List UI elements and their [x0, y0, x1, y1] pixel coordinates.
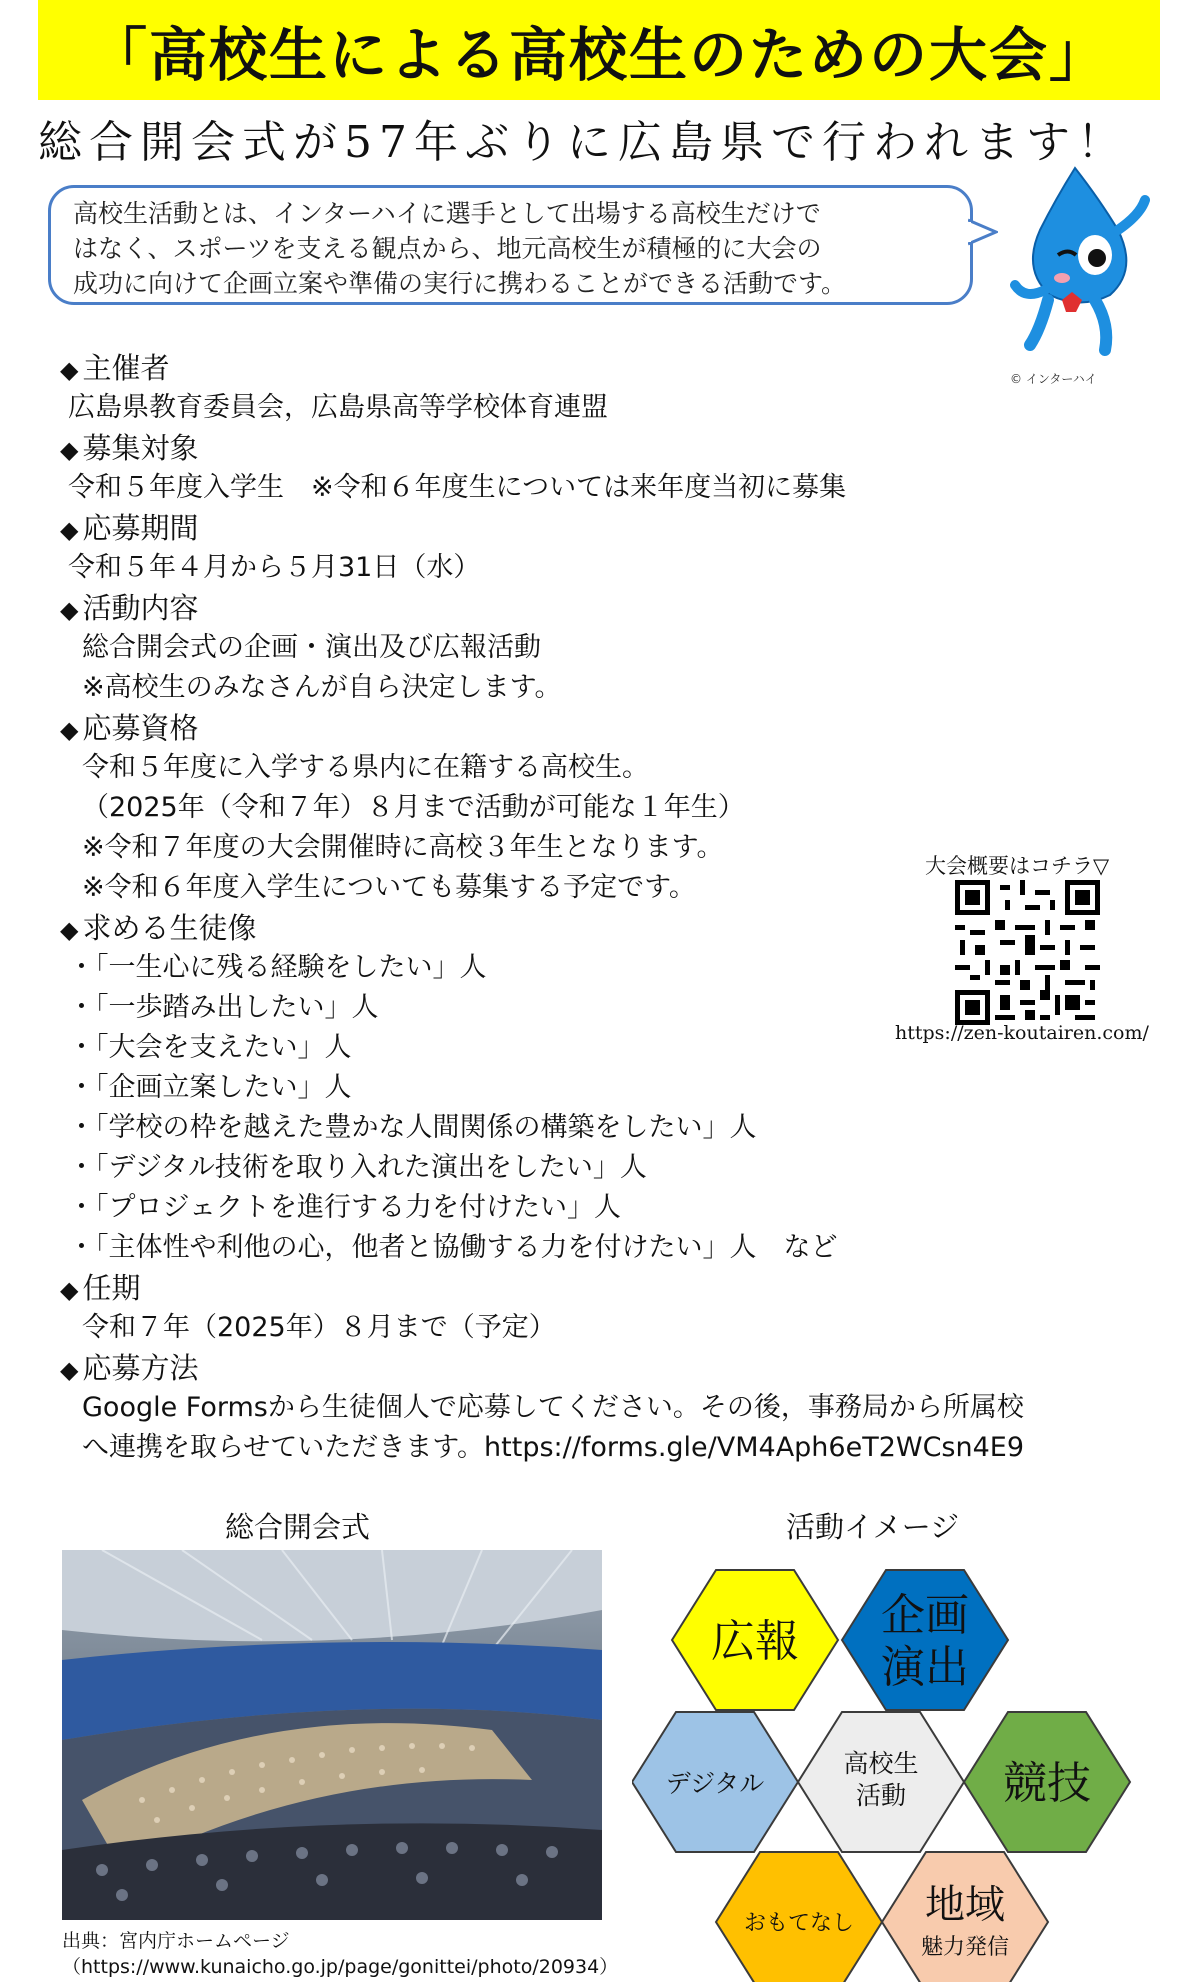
hex-label-digital: デジタル: [665, 1769, 765, 1798]
list-item: ・「主体性や利他の心，他者と協働する力を付けたい」人 など: [68, 1232, 838, 1263]
section-heading-term: ◆ 任期: [60, 1271, 141, 1305]
opening-ceremony-photo: [62, 1550, 602, 1920]
activity-honeycomb-diagram: [632, 1552, 1152, 1982]
eligibility-note: ※令和７年度の大会開催時に高校３年生となります。: [82, 832, 724, 863]
hex-label-center: 高校生: [843, 1749, 919, 1778]
list-item: ・「一生心に残る経験をしたい」人: [68, 952, 487, 983]
activity-image-title: 活動イメージ: [786, 1510, 960, 1544]
page-title: 「高校生による高校生のための大会」: [38, 0, 1160, 100]
organizer-text: 広島県教育委員会，広島県高等学校体育連盟: [68, 392, 608, 423]
list-item: ・「一歩踏み出したい」人: [68, 992, 379, 1023]
diamond-bullet-icon: ◆: [60, 1276, 79, 1304]
hex-label-pr: 広報: [711, 1616, 799, 1667]
diamond-bullet-icon: ◆: [60, 596, 79, 624]
list-item: ・「デジタル技術を取り入れた演出をしたい」人: [68, 1152, 647, 1183]
eligibility-text: （2025年（令和７年）８月まで活動が可能な１年生）: [82, 792, 745, 823]
eligibility-note: ※令和６年度入学生についても募集する予定です。: [82, 872, 696, 903]
source-label: 出典：宮内庁ホームページ: [62, 1930, 290, 1952]
mascot-copyright: © インターハイ: [1010, 372, 1097, 386]
diamond-bullet-icon: ◆: [60, 1356, 79, 1384]
eligibility-text: 令和５年度に入学する県内に在籍する高校生。: [82, 752, 649, 783]
intro-speech-bubble: [48, 185, 973, 305]
intro-line: 成功に向けて企画立案や準備の実行に携わることができる活動です。: [73, 269, 847, 298]
activity-text: 総合開会式の企画・演出及び広報活動: [82, 632, 541, 663]
source-url[interactable]: （https://www.kunaicho.go.jp/page/gonittei/photo/20934）: [62, 1956, 619, 1978]
intro-line: はなく、スポーツを支える観点から、地元高校生が積極的に大会の: [73, 234, 822, 263]
hex-label-region-sub: 魅力発信: [920, 1935, 1010, 1960]
target-text: 令和５年度入学生 ※令和６年度生については来年度当初に募集: [68, 472, 847, 503]
list-item: ・「大会を支えたい」人: [68, 1032, 352, 1063]
hex-label-hospitality: おもてなし: [743, 1911, 855, 1936]
section-heading-wanted: ◆ 求める生徒像: [60, 911, 257, 945]
section-heading-eligibility: ◆ 応募資格: [60, 711, 199, 745]
hex-label-region: 地域: [925, 1882, 1005, 1928]
hex-label-plan: 演出: [881, 1642, 969, 1693]
page-subtitle: 総合開会式が57年ぶりに広島県で行われます！: [38, 117, 1128, 168]
qr-code-image[interactable]: [955, 880, 1100, 1025]
activity-note: ※高校生のみなさんが自ら決定します。: [82, 672, 562, 703]
hex-label-center: 活動: [855, 1781, 907, 1810]
period-text: 令和５年４月から５月31日（水）: [68, 552, 481, 583]
section-heading-organizer: ◆ 主催者: [60, 351, 170, 385]
photo-caption: 総合開会式: [225, 1510, 371, 1544]
qr-url-link[interactable]: https://zen-koutairen.com/: [895, 1022, 1149, 1044]
diamond-bullet-icon: ◆: [60, 516, 79, 544]
speech-bubble-tail: [968, 218, 998, 248]
diamond-bullet-icon: ◆: [60, 716, 79, 744]
recruitment-details: [60, 348, 1060, 1468]
section-heading-activity: ◆ 活動内容: [60, 591, 199, 625]
qr-label: 大会概要はコチラ▽: [925, 854, 1110, 878]
mascot-image: [1000, 160, 1150, 360]
section-heading-period: ◆ 応募期間: [60, 511, 199, 545]
list-item: ・「学校の枠を越えた豊かな人間関係の構築をしたい」人: [68, 1112, 757, 1143]
list-item: ・「企画立案したい」人: [68, 1072, 352, 1103]
hex-label-plan: 企画: [881, 1590, 969, 1641]
method-text: Google Formsから生徒個人で応募してください。その後，事務局から所属校: [82, 1392, 1024, 1423]
list-item: ・「プロジェクトを進行する力を付けたい」人: [68, 1192, 621, 1223]
diamond-bullet-icon: ◆: [60, 916, 79, 944]
section-heading-method: ◆ 応募方法: [60, 1351, 199, 1385]
intro-line: 高校生活動とは、インターハイに選手として出場する高校生だけで: [73, 199, 821, 228]
method-text-with-link[interactable]: へ連携を取らせていただきます。https://forms.gle/VM4Aph6eT2WCsn4E9: [82, 1432, 1025, 1463]
hex-label-sport: 競技: [1003, 1758, 1091, 1809]
term-text: 令和７年（2025年）８月まで（予定）: [82, 1312, 556, 1343]
photo-source: [62, 1928, 618, 1980]
section-heading-target: ◆ 募集対象: [60, 431, 199, 465]
diamond-bullet-icon: ◆: [60, 356, 79, 384]
diamond-bullet-icon: ◆: [60, 436, 79, 464]
